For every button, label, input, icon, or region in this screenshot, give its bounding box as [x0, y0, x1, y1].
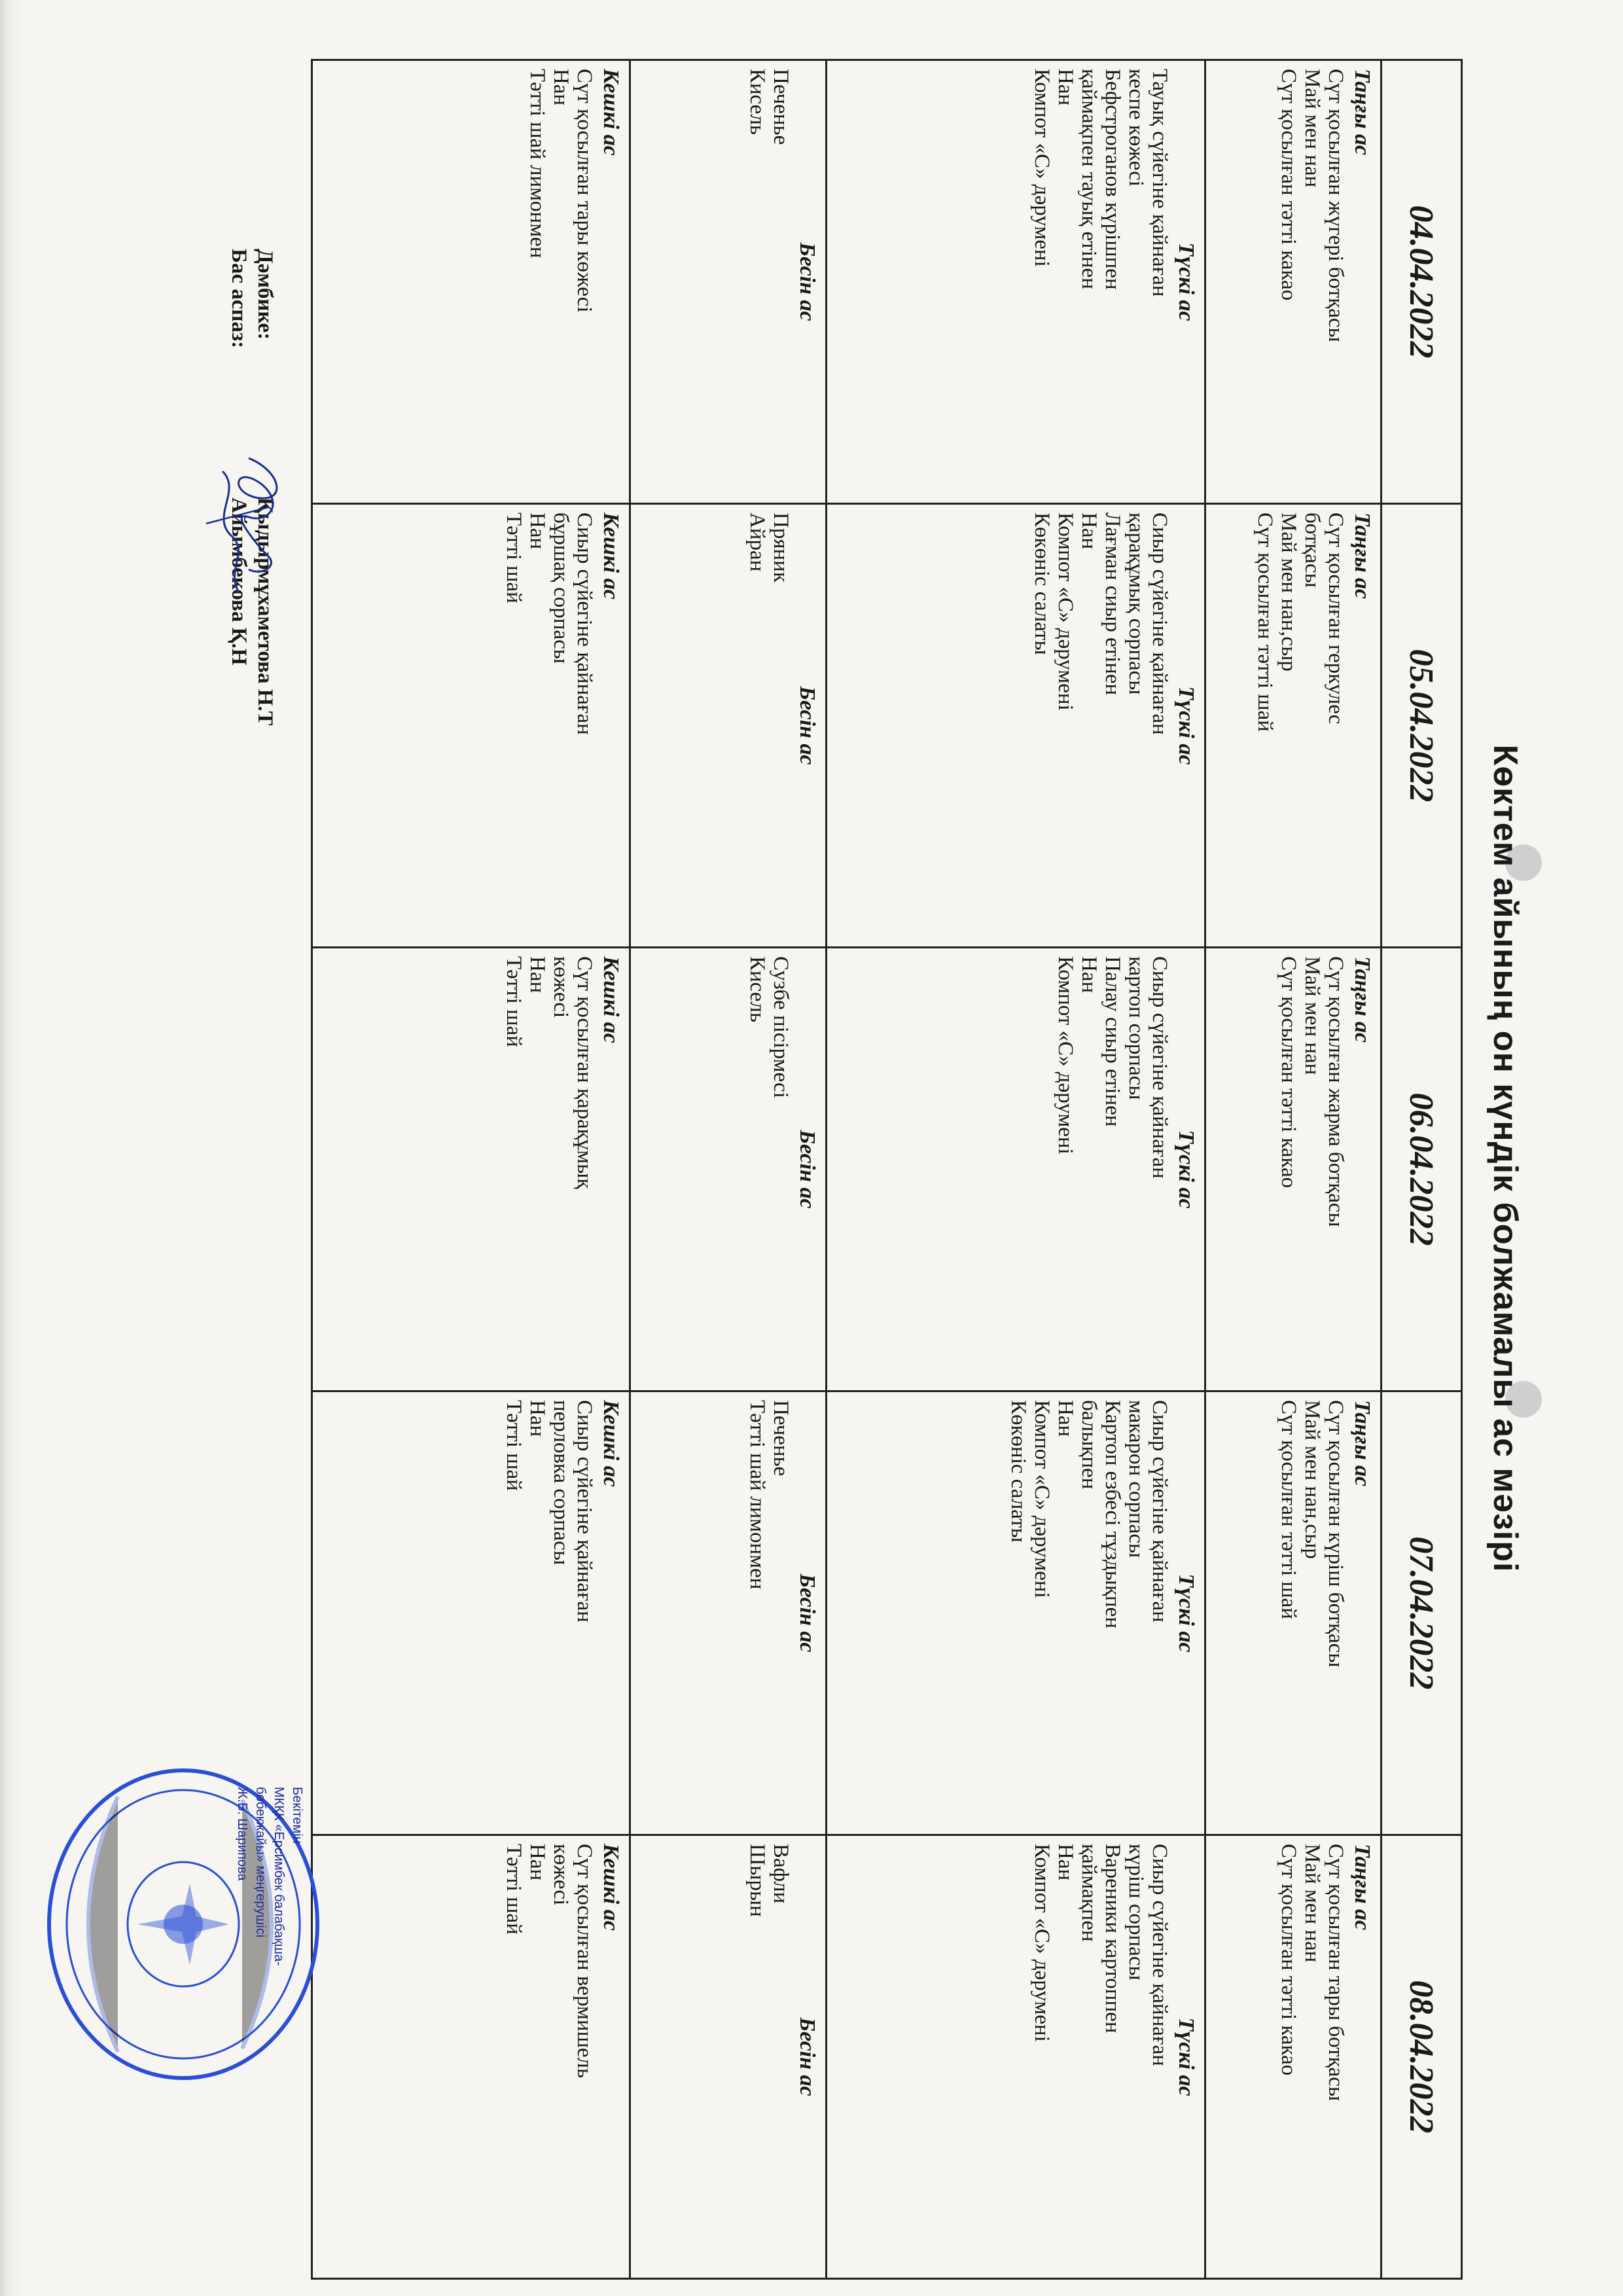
menu-item: Сиыр сүйегіне қайнаған	[1148, 1844, 1172, 2066]
menu-item: Пряник	[769, 512, 793, 583]
menu-item: Нан	[526, 512, 550, 550]
menu-item: көжесі	[549, 1844, 573, 1906]
menu-item: кеспе көжесі	[1124, 69, 1149, 187]
menu-cell	[312, 60, 630, 504]
stamp-line: Ж.Б. Шарипова	[235, 1787, 249, 1881]
menu-table	[311, 59, 1463, 2280]
menu-item: Тәтті шай	[502, 1844, 526, 1935]
menu-item: Компот «С» дәрумені	[1030, 1400, 1054, 1598]
menu-item: Сүт қосылған жарма ботқасы	[1324, 956, 1347, 1227]
meal-row	[630, 60, 827, 2279]
menu-item: Нан	[1077, 512, 1101, 550]
menu-item: Кисель	[745, 69, 769, 135]
meal-row	[1205, 60, 1382, 2279]
menu-item: Сүт қосылған күріш ботқасы	[1324, 1400, 1347, 1668]
menu-item: Сүт қосылған тәтті какао	[1277, 956, 1300, 1189]
menu-cell	[1205, 1391, 1382, 1835]
meal-label: Таңғы ас	[1350, 69, 1374, 156]
menu-cell	[312, 1835, 630, 2279]
date-header: 06.04.2022	[1382, 948, 1462, 1391]
menu-item: Шырын	[745, 1844, 769, 1917]
menu-item: Компот «С» дәрумені	[1030, 69, 1054, 267]
approval-stamp	[39, 1761, 327, 2088]
menu-item: Нан	[549, 69, 573, 106]
menu-item: Компот «С» дәрумені	[1054, 956, 1078, 1155]
menu-item: Тәтті шай лимонмен	[745, 1400, 769, 1590]
dietitian-label: Дәмбике:	[253, 249, 277, 340]
date-header: 04.04.2022	[1382, 60, 1462, 504]
menu-item: Палау сиыр етінен	[1101, 956, 1125, 1127]
menu-item: Сүт қосылған тәтті какао	[1277, 1844, 1300, 2076]
menu-item: Печенье	[769, 69, 793, 145]
meal-label: Бесін ас	[795, 242, 819, 321]
menu-cell	[312, 948, 630, 1391]
meal-label: Бесін ас	[795, 1573, 819, 1653]
meal-label: Кешкі ас	[599, 1400, 624, 1487]
menu-item: Тәтті шай лимонмен	[526, 69, 550, 259]
stamp-line: Бекітемін	[290, 1787, 304, 1844]
menu-cell	[630, 1835, 827, 2279]
date-header: 08.04.2022	[1382, 1835, 1462, 2279]
menu-item: Кисель	[745, 956, 769, 1022]
menu-item: макарон сорпасы	[1124, 1400, 1149, 1558]
menu-item: Вафли	[769, 1844, 793, 1904]
menu-item: күріш сорпасы	[1124, 1844, 1149, 1981]
menu-cell	[827, 1835, 1205, 2279]
menu-item: Нан	[1077, 956, 1101, 994]
meal-label: Түскі ас	[1174, 2017, 1199, 2096]
menu-item: Сиыр сүйегіне қайнаған	[573, 1400, 597, 1623]
date-header: 07.04.2022	[1382, 1391, 1462, 1835]
menu-item: Лағман сиыр етінен	[1101, 512, 1125, 696]
menu-item: Нан	[1054, 69, 1078, 106]
menu-cell	[630, 60, 827, 504]
menu-item: Май мен нан	[1300, 69, 1324, 188]
menu-cell	[630, 1391, 827, 1835]
menu-item: Сүт қосылған тары көжесі	[573, 69, 597, 313]
menu-item: картоп сорпасы	[1124, 956, 1149, 1100]
stamp-line: МКҚК «Ерсимбек балабақша-	[272, 1787, 286, 1966]
meal-label: Бесін ас	[795, 686, 819, 765]
menu-item: Тәтті шай	[502, 512, 526, 603]
menu-item: қаймақпен тауық етінен	[1077, 69, 1101, 289]
meal-label: Таңғы ас	[1350, 956, 1374, 1043]
meal-label: Түскі ас	[1174, 1130, 1199, 1209]
chef-name: Айымбекова Қ.Н	[227, 497, 251, 666]
dietitian-name: Қыдырмұхаметова Н.Т	[253, 497, 277, 726]
menu-cell	[827, 60, 1205, 504]
menu-item: Айран	[745, 512, 769, 572]
menu-item: Көкөніс салаты	[1030, 512, 1054, 655]
menu-cell	[630, 504, 827, 948]
menu-item: Компот «С» дәрумені	[1054, 512, 1078, 711]
meal-row	[312, 60, 630, 2279]
meal-label: Таңғы ас	[1350, 1400, 1374, 1487]
meal-label: Кешкі ас	[599, 69, 624, 156]
menu-item: балықпен	[1077, 1400, 1101, 1490]
menu-item: Сүт қосылған геркулес	[1324, 512, 1347, 725]
chef-label: Бас аспаз:	[227, 249, 251, 349]
meal-label: Кешкі ас	[599, 956, 624, 1043]
meal-label: Бесін ас	[795, 2017, 819, 2096]
meal-row	[827, 60, 1205, 2279]
menu-cell	[630, 948, 827, 1391]
meal-label: Бесін ас	[795, 1130, 819, 1209]
menu-item: Нан	[526, 1844, 550, 1881]
menu-item: Сүт қосылған тәтті шай	[1253, 512, 1277, 732]
menu-item: Сүт қосылған тәтті какао	[1277, 69, 1300, 301]
menu-item: Сиыр сүйегіне қайнаған	[573, 512, 597, 735]
menu-cell	[312, 504, 630, 948]
menu-cell	[827, 948, 1205, 1391]
menu-item: перловка сорпасы	[549, 1400, 573, 1566]
menu-item: Вареники картоппен	[1101, 1844, 1125, 2034]
menu-item: Сиыр сүйегіне қайнаған	[1148, 512, 1172, 735]
menu-item: Сүт қосылған тәтті шай	[1277, 1400, 1300, 1619]
date-header-row	[1382, 60, 1462, 2279]
meal-label: Кешкі ас	[599, 1844, 624, 1931]
menu-item: Май мен нан,сыр	[1300, 1400, 1324, 1559]
menu-item: Көкөніс салаты	[1007, 1400, 1031, 1543]
menu-cell	[827, 504, 1205, 948]
menu-item: ботқасы	[1300, 512, 1324, 588]
menu-item: Май мен нан,сыр	[1277, 512, 1300, 672]
meal-label: Кешкі ас	[599, 512, 624, 600]
menu-cell	[827, 1391, 1205, 1835]
menu-item: Компот «С» дәрумені	[1030, 1844, 1054, 2042]
menu-item: Тәтті шай	[502, 956, 526, 1047]
menu-item: Нан	[526, 1400, 550, 1437]
date-header: 05.04.2022	[1382, 504, 1462, 948]
menu-cell	[1205, 948, 1382, 1391]
menu-item: Нан	[1054, 1400, 1078, 1437]
menu-cell	[1205, 60, 1382, 504]
menu-item: Бефстроганов күрішпен	[1101, 69, 1125, 290]
menu-item: Сүт қосылған вермишель	[573, 1844, 597, 2079]
meal-label: Түскі ас	[1174, 686, 1199, 765]
menu-item: Тауық сүйегіне қайнаған	[1148, 69, 1172, 297]
menu-cell	[1205, 504, 1382, 948]
menu-item: Сузбе пісірмесі	[769, 956, 793, 1098]
menu-item: Сиыр сүйегіне қайнаған	[1148, 1400, 1172, 1623]
menu-cell	[312, 1391, 630, 1835]
menu-item: Тәтті шай	[502, 1400, 526, 1491]
menu-item: қаймақпен	[1077, 1844, 1101, 1942]
menu-item: Сүт қосылған тары ботқасы	[1324, 1844, 1347, 2102]
menu-item: Сиыр сүйегіне қайнаған	[1148, 956, 1172, 1179]
menu-cell	[1205, 1835, 1382, 2279]
meal-label: Таңғы ас	[1350, 512, 1374, 600]
page-title: Көктем айының он күндік болжамалы ас мәзірі	[1486, 744, 1524, 1573]
meal-label: Таңғы ас	[1350, 1844, 1374, 1931]
menu-item: Май мен нан	[1300, 956, 1324, 1075]
menu-item: Картоп езбесі тұздықпен	[1101, 1400, 1125, 1628]
menu-item: Сүт қосылған жүгері ботқасы	[1324, 69, 1347, 342]
menu-item: Май мен нан	[1300, 1844, 1324, 1963]
menu-item: қарақұмық сорпасы	[1124, 512, 1149, 695]
menu-item: Сүт қосылған қарақұмық	[573, 956, 597, 1189]
meal-label: Түскі ас	[1174, 242, 1199, 321]
menu-item: бұршақ сорпасы	[549, 512, 573, 664]
meal-label: Түскі ас	[1174, 1573, 1199, 1653]
menu-item: Нан	[526, 956, 550, 994]
handwritten-signature	[196, 445, 294, 602]
menu-item: көжесі	[549, 956, 573, 1018]
stamp-line: бөбекжайы» меңгерушісі	[253, 1787, 268, 1938]
menu-item: Нан	[1054, 1844, 1078, 1881]
menu-item: Печенье	[769, 1400, 793, 1477]
